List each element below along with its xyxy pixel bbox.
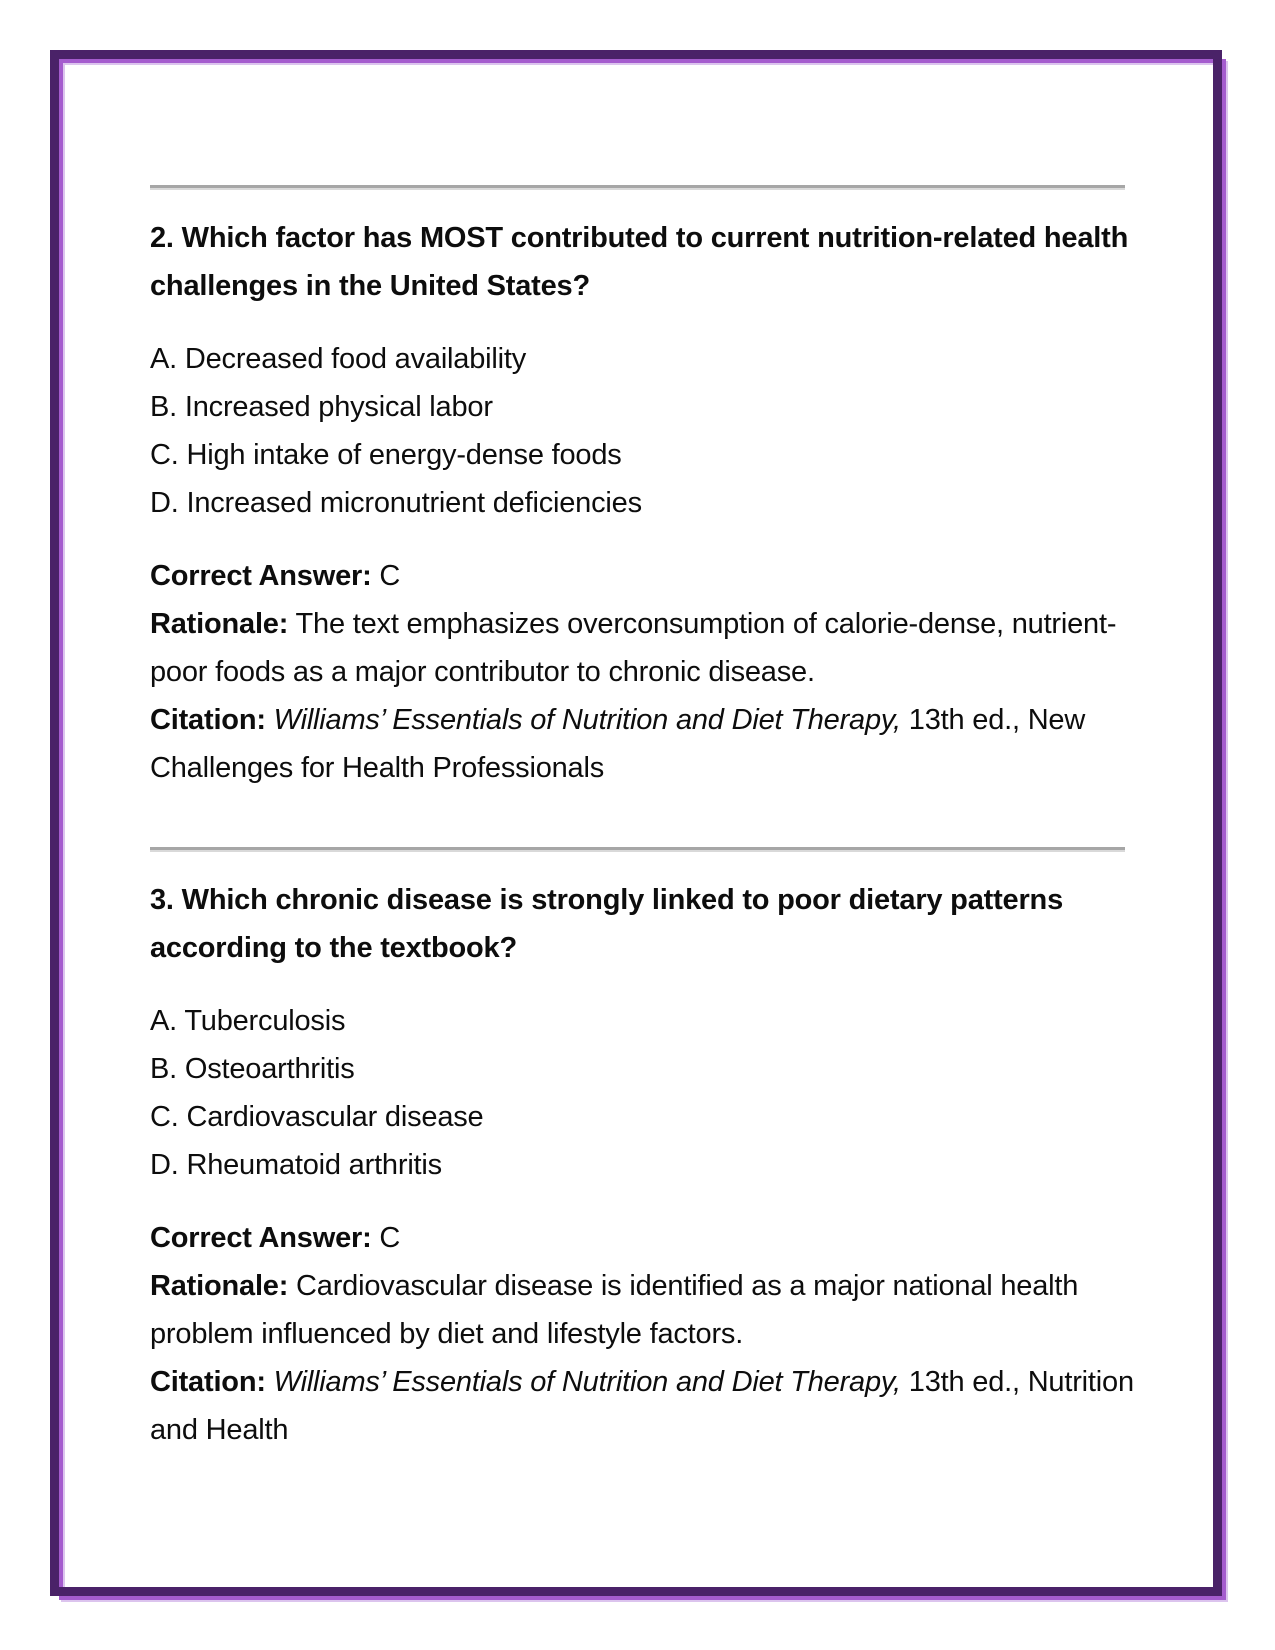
option-a: A. Decreased food availability bbox=[150, 343, 527, 375]
citation-label: Citation: bbox=[150, 704, 266, 736]
option-b: B. Increased physical labor bbox=[150, 391, 493, 423]
rationale-line bbox=[150, 600, 1140, 696]
option-d: D. Rheumatoid arthritis bbox=[150, 1149, 442, 1181]
option-d: D. Increased micronutrient deficiencies bbox=[150, 487, 642, 519]
correct-answer-label: Correct Answer: bbox=[150, 1222, 372, 1254]
question-block-2 bbox=[150, 214, 1140, 792]
correct-answer-line bbox=[150, 552, 1140, 600]
rationale-text: Cardiovascular disease is identified as a major national health problem influenced by diet and lifestyle factors. bbox=[150, 1270, 1079, 1350]
option-c: C. High intake of energy-dense foods bbox=[150, 439, 622, 471]
correct-answer-line bbox=[150, 1214, 1140, 1262]
rationale-label: Rationale: bbox=[150, 1270, 289, 1302]
option-a: A. Tuberculosis bbox=[150, 1005, 346, 1037]
answer-block bbox=[150, 1214, 1140, 1454]
citation-title: Williams’ Essentials of Nutrition and Diet Therapy, bbox=[273, 1366, 901, 1398]
citation-label: Citation: bbox=[150, 1366, 266, 1398]
option-c: C. Cardiovascular disease bbox=[150, 1101, 484, 1133]
section-divider bbox=[150, 847, 1125, 852]
option-b: B. Osteoarthritis bbox=[150, 1053, 355, 1085]
correct-answer-value: C bbox=[379, 560, 401, 592]
question-block-3 bbox=[150, 876, 1140, 1454]
rationale-line bbox=[150, 1262, 1140, 1358]
section-divider bbox=[150, 185, 1125, 190]
rationale-text: The text emphasizes overconsumption of calorie-dense, nutrient-poor foods as a major contributor to chronic disease. bbox=[150, 608, 1117, 688]
document-content bbox=[150, 0, 1140, 1454]
rationale-label: Rationale: bbox=[150, 608, 289, 640]
answer-block bbox=[150, 552, 1140, 792]
citation-tail: 13th ed., Nutrition and Health bbox=[150, 1366, 1134, 1446]
citation-line bbox=[150, 696, 1140, 792]
question-text: 2. Which factor has MOST contributed to current nutrition-related health challenges in the United States? bbox=[150, 222, 1129, 302]
correct-answer-value: C bbox=[379, 1222, 401, 1254]
citation-line bbox=[150, 1358, 1140, 1454]
correct-answer-label: Correct Answer: bbox=[150, 560, 372, 592]
citation-tail: 13th ed., New Challenges for Health Professionals bbox=[150, 704, 1086, 784]
question-text: 3. Which chronic disease is strongly linked to poor dietary patterns according to the textbook? bbox=[150, 884, 1063, 964]
citation-title: Williams’ Essentials of Nutrition and Diet Therapy, bbox=[273, 704, 901, 736]
